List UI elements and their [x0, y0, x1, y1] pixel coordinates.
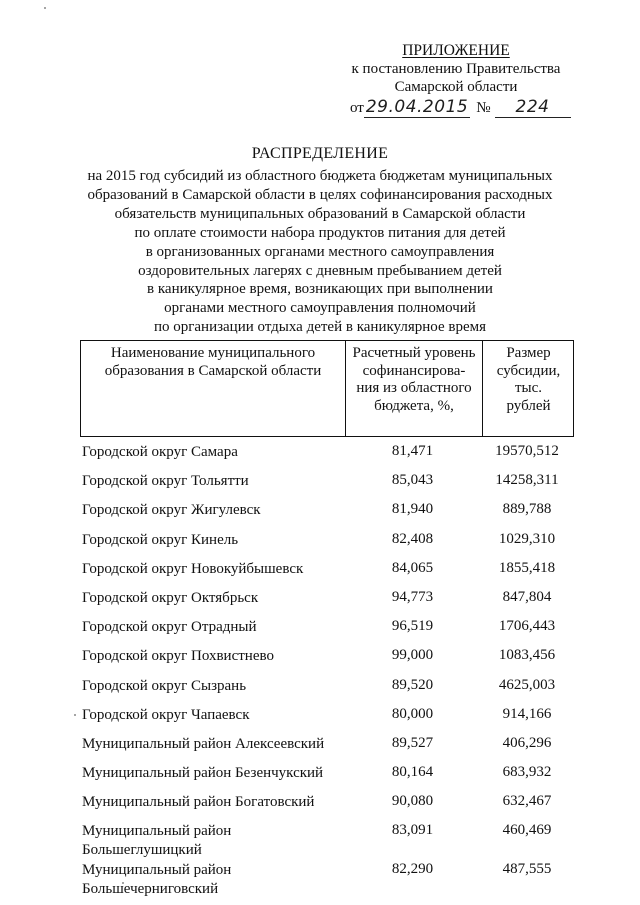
row-rate: 96,519	[391, 618, 434, 635]
document-subtitle	[70, 167, 570, 337]
from-label: от	[350, 100, 364, 116]
subtitle-line: в организованных органами местного самоуправления	[145, 243, 495, 260]
row-rate: 80,164	[391, 764, 434, 781]
row-name: Муниципальный район Большечерниговский	[82, 862, 232, 898]
row-sum: 487,555	[502, 861, 552, 878]
subtitle-line: на 2015 год субсидий из областного бюджета бюджетам муниципальных	[87, 168, 553, 184]
row-sum: 1706,443	[498, 618, 556, 635]
table-row	[80, 816, 574, 859]
header-sum	[482, 341, 574, 437]
table-row	[80, 583, 574, 612]
subtitle-line: органами местного самоуправления полномочий	[164, 300, 476, 317]
row-rate: 83,091	[391, 822, 434, 839]
row-name: Городской округ Отрадный	[82, 619, 257, 636]
header-rate-line: ния из областного	[356, 380, 472, 396]
table-row	[80, 466, 574, 495]
decree-date: 29.04.2015	[365, 97, 469, 117]
table-row	[80, 612, 574, 641]
header-sum-line: субсидии,	[496, 362, 561, 379]
decree-reference	[350, 97, 560, 119]
row-sum: 4625,003	[498, 676, 556, 693]
number-sign: №	[476, 100, 491, 116]
row-sum: 1855,418	[498, 559, 556, 576]
subsidy-table	[80, 340, 574, 898]
header-name	[81, 341, 345, 437]
row-sum: 1029,310	[498, 530, 556, 547]
table-row	[80, 671, 574, 700]
row-rate: 99,000	[391, 647, 434, 664]
row-sum: 914,166	[502, 705, 552, 722]
table-row	[80, 495, 574, 524]
row-sum: 632,467	[502, 793, 552, 810]
header-name-line: Наименование муниципального	[110, 345, 316, 361]
header-rate-line: софинансирова-	[362, 362, 466, 379]
table-row	[80, 758, 574, 787]
appendix-line-1: к постановлению Правительства	[351, 61, 561, 77]
header-rate-line: Расчетный уровень	[352, 345, 476, 361]
header-sum-line: тыс.	[514, 380, 543, 396]
row-name: Городской округ Жигулевск	[82, 502, 261, 519]
subtitle-line: в каникулярное время, возникающих при выполнении	[147, 281, 493, 298]
row-name: Городской округ Кинель	[82, 531, 239, 548]
document-heading	[70, 144, 570, 337]
table-header	[80, 340, 574, 437]
decree-number: 224	[495, 97, 571, 118]
row-sum: 19570,512	[495, 443, 559, 459]
subtitle-line: по организации отдыха детей в каникулярное время	[153, 319, 487, 336]
subtitle-line: по оплате стоимости набора продуктов питания для детей	[134, 224, 506, 241]
header-sum-line: Размер	[506, 345, 551, 361]
table-body	[80, 437, 574, 898]
row-sum: 406,296	[502, 734, 552, 751]
table-row	[80, 700, 574, 729]
row-rate: 89,527	[391, 734, 434, 751]
scan-speck	[44, 7, 46, 9]
row-name: Городской округ Чапаевск	[82, 706, 250, 723]
row-sum: 460,469	[502, 822, 552, 839]
row-sum: 847,804	[502, 588, 552, 605]
table-row	[80, 787, 574, 816]
header-sum-line: рублей	[506, 397, 551, 414]
row-name: Городской округ Новокуйбышевск	[82, 560, 304, 577]
row-name: Муниципальный район Большеглушицкий	[82, 823, 232, 859]
row-sum: 14258,311	[495, 472, 559, 489]
appendix-title: ПРИЛОЖЕНИЕ	[402, 42, 510, 59]
row-sum: 889,788	[502, 501, 552, 518]
row-name: Муниципальный район Безенчукский	[82, 765, 324, 782]
row-rate: 81,471	[391, 443, 434, 459]
table-row	[80, 554, 574, 583]
header-name-line: образования в Самарской области	[104, 362, 322, 379]
table-row	[80, 729, 574, 758]
row-rate: 90,080	[391, 793, 434, 810]
row-name: Муниципальный район Богатовский	[82, 794, 315, 811]
row-rate: 94,773	[391, 588, 434, 605]
scan-speck	[74, 714, 76, 716]
row-sum: 1083,456	[498, 647, 556, 664]
row-name: Городской округ Самара	[82, 444, 238, 460]
row-rate: 84,065	[391, 559, 434, 576]
table-row	[80, 525, 574, 554]
table-row	[80, 855, 574, 898]
header-rate	[345, 341, 482, 437]
row-name: Городской округ Тольятти	[82, 473, 249, 490]
document-title: РАСПРЕДЕЛЕНИЕ	[251, 145, 389, 162]
subtitle-line: обязательств муниципальных образований в Самарской области	[114, 205, 526, 222]
row-rate: 80,000	[391, 705, 434, 722]
row-rate: 85,043	[391, 472, 434, 489]
row-name: Городской округ Октябрьск	[82, 589, 259, 606]
header-rate-line: бюджета, %,	[374, 397, 454, 414]
table-row	[80, 641, 574, 670]
table-row	[80, 437, 574, 466]
row-name: Муниципальный район Алексеевский	[82, 735, 325, 752]
subtitle-line: образований в Самарской области в целях софинансирования расходных	[87, 186, 553, 203]
row-sum: 683,932	[502, 764, 552, 781]
row-rate: 89,520	[391, 676, 434, 693]
row-name: Городской округ Похвистнево	[82, 648, 274, 665]
row-rate: 82,408	[391, 530, 434, 547]
appendix-line-2: Самарской области	[394, 79, 518, 95]
row-name: Городской округ Сызрань	[82, 677, 247, 694]
row-rate: 81,940	[391, 501, 434, 518]
subtitle-line: оздоровительных лагерях с дневным пребыванием детей	[138, 262, 502, 279]
row-rate: 82,290	[391, 861, 434, 878]
appendix-header	[338, 42, 574, 96]
